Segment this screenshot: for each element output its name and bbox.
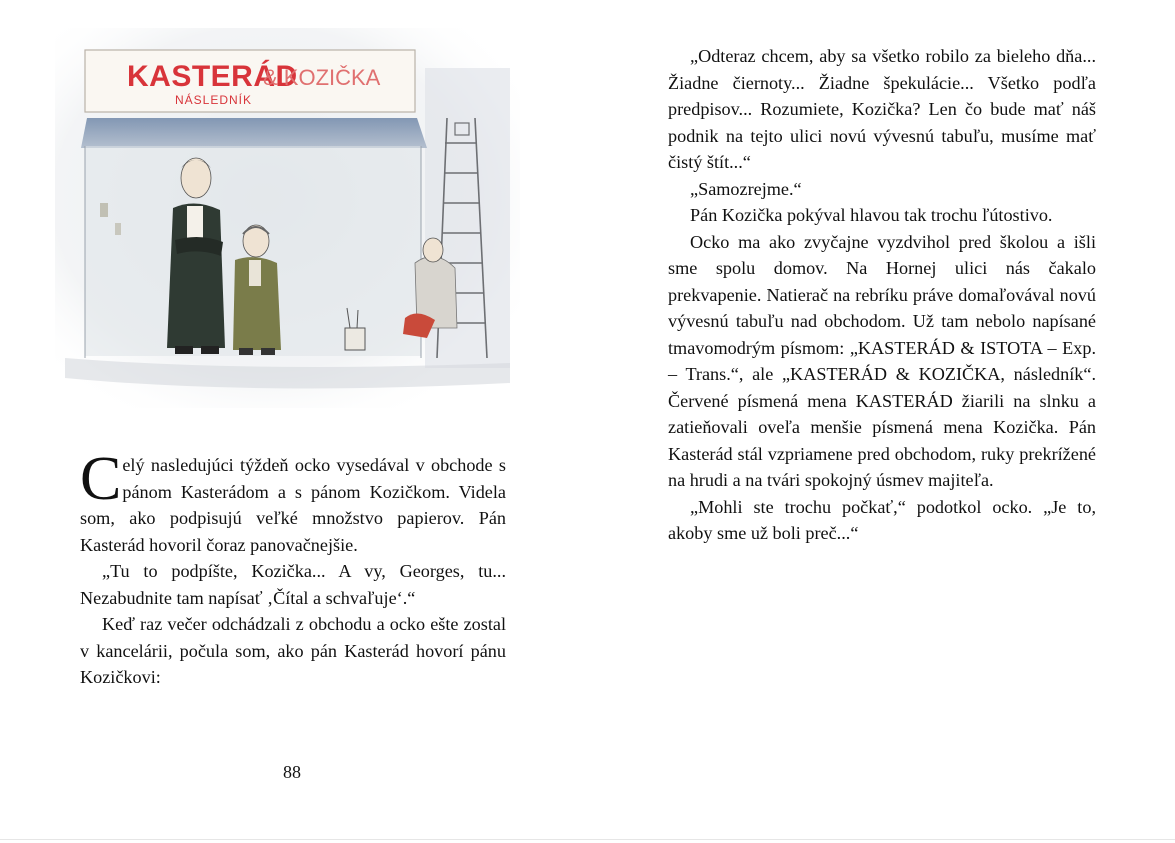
right-page-text — [668, 43, 1096, 547]
sign-main-text: KASTERÁD — [127, 60, 298, 93]
shop-illustration — [55, 28, 520, 408]
page-number: 88 — [283, 762, 301, 782]
paragraph-5: „Samozrejme.“ — [690, 178, 802, 199]
paragraph-4: „Odteraz chcem, aby sa všetko robilo za bieleho dňa... Žiadne čiernoty... Žiadne špekulácie... Všetko podľa predpisov... Rozumiete, Kozička? Len čo bude mať náš podnik na tejto ulici novú vývesnú tabuľu, musíme mať čistý štít...“ — [668, 46, 1096, 172]
shop-illustration-svg — [55, 28, 520, 408]
dropcap: C — [80, 445, 122, 513]
paragraph-6: Pán Kozička pokýval hlavou tak trochu ľútostivo. — [690, 205, 1053, 225]
bottom-rule — [0, 839, 1175, 840]
right-page — [588, 0, 1175, 843]
shop-awning — [81, 118, 427, 148]
left-page — [0, 0, 587, 843]
paragraph-2: „Tu to podpíšte, Kozička... A vy, Georges, tu... Nezabudnite tam napísať ‚Čítal a schvaľuje‘.“ — [80, 561, 506, 608]
paragraph-3: Keď raz večer odchádzali z obchodu a ocko ešte zostal v kancelárii, počula som, ako pán Kasterád hovorí pánu Kozičkovi: — [80, 614, 506, 687]
paragraph-7: Ocko ma ako zvyčajne vyzdvihol pred školou a išli sme spolu domov. Na Hornej ulici nás čakalo prekvapenie. Natierač na rebríku práve domaľovával novú vývesnú tabuľu nad obchodom. Už tam nebolo napísané tmavomodrým písmom: „KASTERÁD & ISTOTA – Exp. – Trans.“, ale „KASTERÁD & KOZIČKA, následník“. Červené písmená mena KASTERÁD žiarili na slnku a zatieňovali oveľa menšie písmená mena Kozička. Pán Kasterád stál vzpriamene pred obchodom, ruky prekrížené na hrudi a na tvári spokojný úsmev majiteľa. — [668, 231, 1096, 490]
sign-sub-text: NÁSLEDNÍK — [175, 93, 253, 107]
sign-amp-text: & KOZIČKA — [263, 65, 381, 90]
paragraph-1-text: elý nasledujúci týždeň ocko vysedával v obchode s pánom Kasterádom a s pánom Kozičkom. Videla som, ako podpisujú veľké množstvo papierov. Pán Kasterád hovoril čoraz panovačnejšie. — [80, 455, 506, 555]
paragraph-1 — [80, 445, 506, 558]
left-page-text — [80, 445, 506, 691]
paragraph-8: „Mohli ste trochu počkať,“ podotkol ocko. „Je to, akoby sme už boli preč...“ — [668, 496, 1096, 543]
